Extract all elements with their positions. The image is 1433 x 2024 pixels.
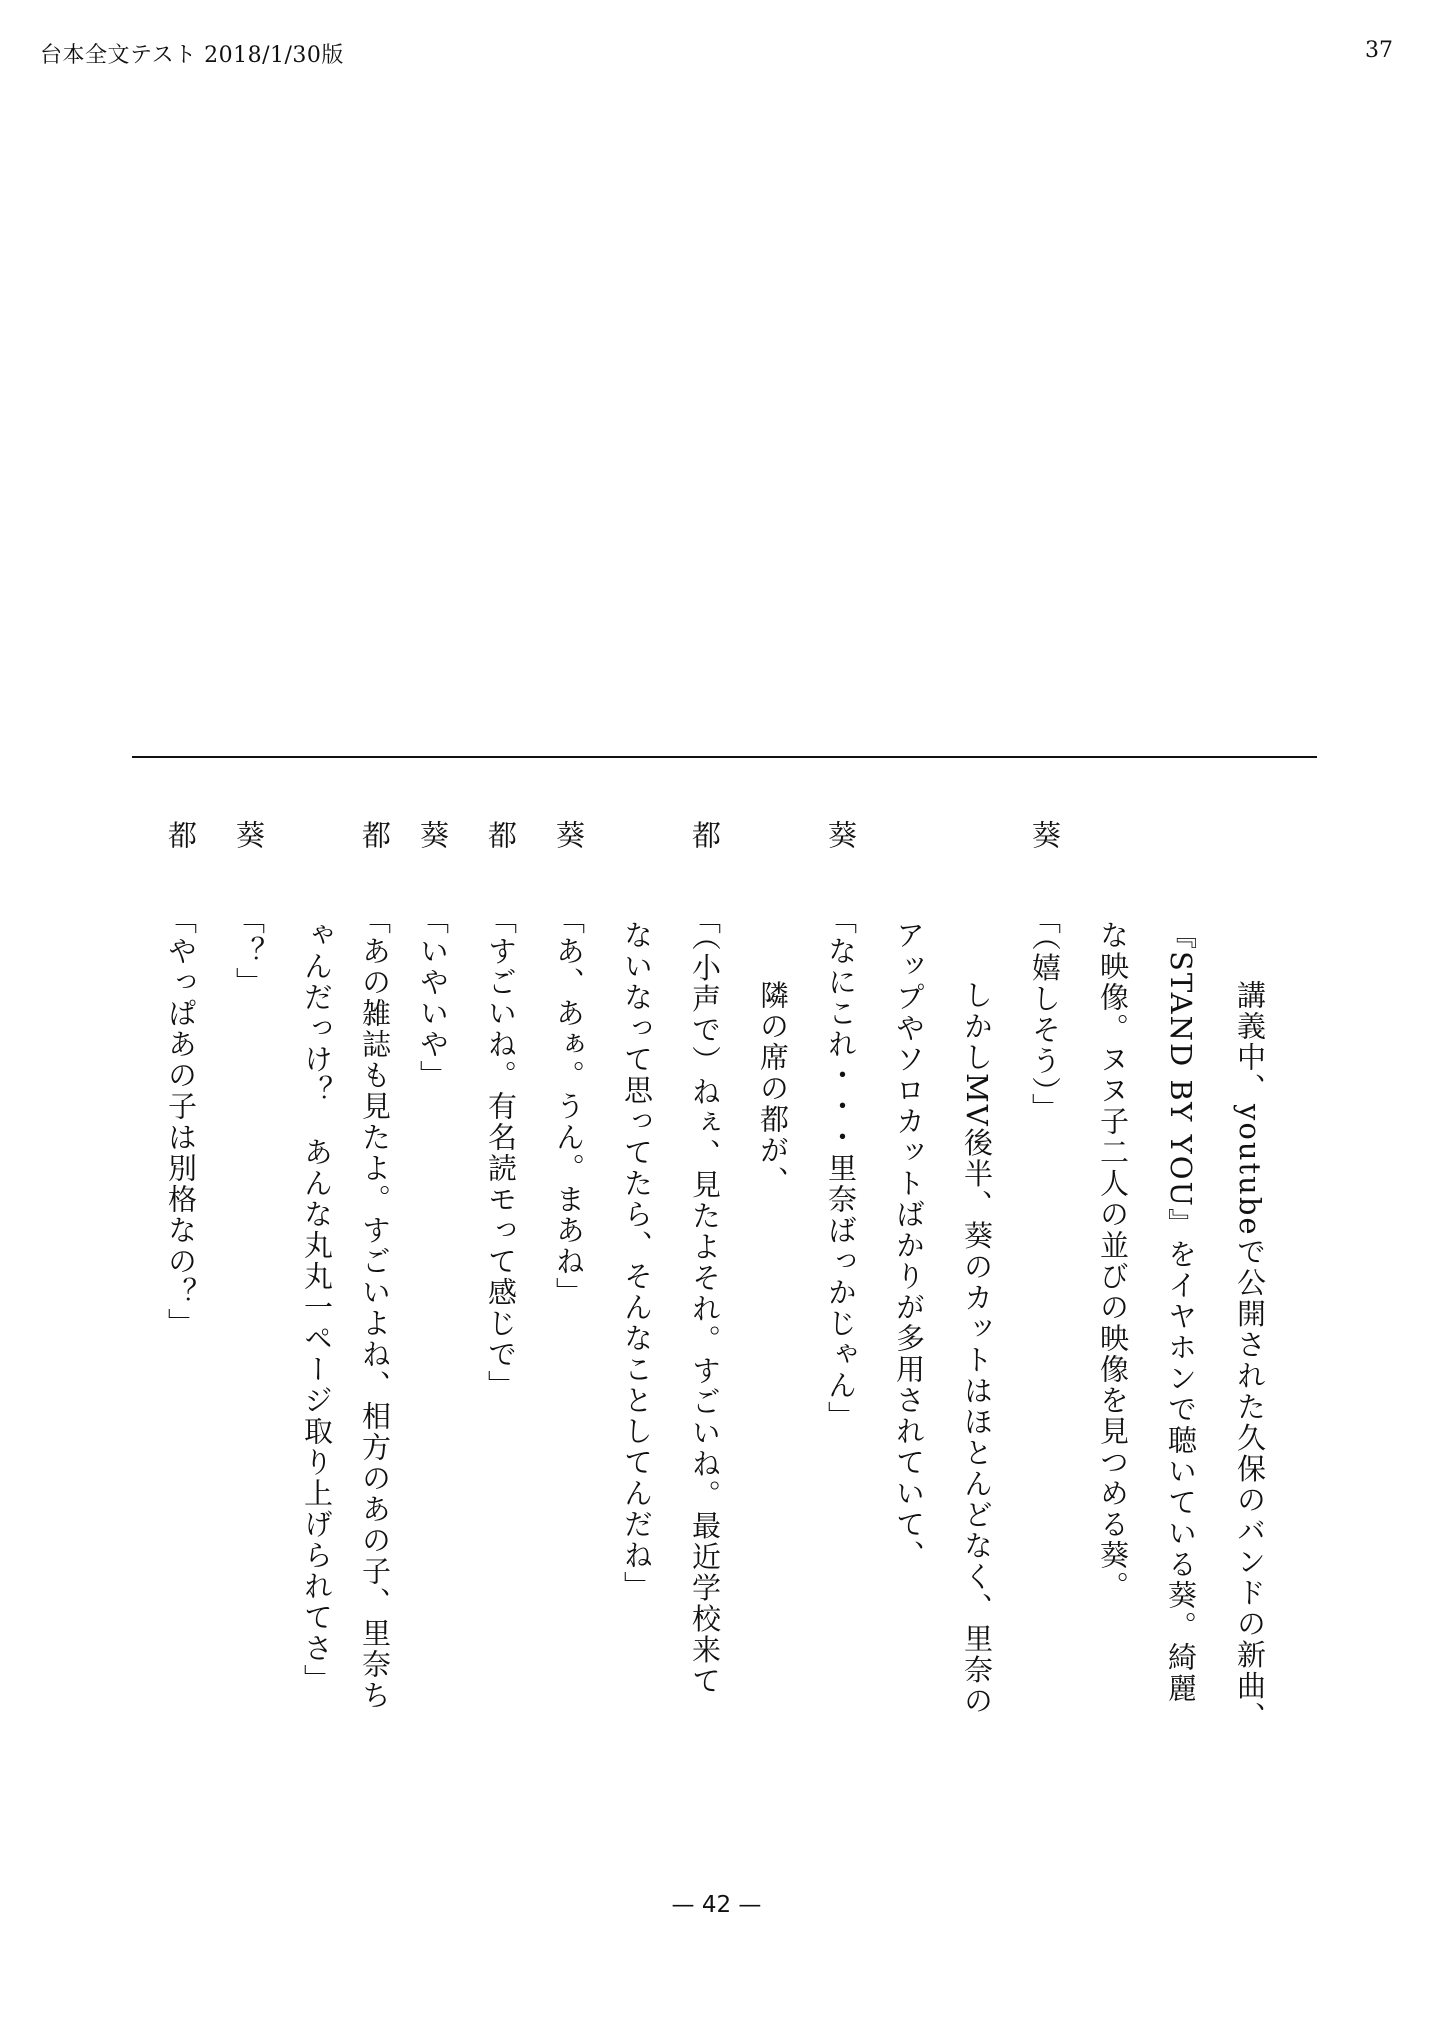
speaker-name: 葵 <box>552 820 586 849</box>
document-title: 台本全文テスト 2018/1/30版 <box>40 43 344 68</box>
dialogue-text: ないなって思ってたら、そんなことしてんだね」 <box>620 920 654 1602</box>
stage-direction: しかしMV後半、葵のカットはほとんどなく、里奈の <box>960 980 994 1717</box>
dialogue-text: ゃんだっけ？ あんな丸丸一ページ取り上げられてさ」 <box>300 920 334 1695</box>
speaker-name: 都 <box>358 820 392 849</box>
script-line <box>1093 820 1133 1860</box>
dialogue-text: 「あの雑誌も見たよ。すごいよね、相方のあの子、里奈ち <box>358 905 392 1711</box>
speaker-name: 葵 <box>1028 820 1062 849</box>
stage-direction: な映像。ヌヌ子二人の並びの映像を見つめる葵。 <box>1096 920 1130 1602</box>
script-line <box>1025 820 1065 1860</box>
script-line <box>549 820 589 1860</box>
dialogue-text: 「あ、あぁ。うん。まあね」 <box>552 905 586 1308</box>
script-line <box>753 820 793 1860</box>
script-line <box>1230 820 1270 1860</box>
stage-direction: 隣の席の都が、 <box>756 980 790 1197</box>
script-line <box>413 820 453 1860</box>
speaker-name: 葵 <box>824 820 858 849</box>
dialogue-text: 「いやいや」 <box>416 905 450 1091</box>
speaker-name: 都 <box>164 820 198 849</box>
script-line <box>889 820 929 1860</box>
script-line <box>355 820 395 1860</box>
script-line <box>297 820 337 1860</box>
stage-direction: 講義中、youtubeで公開された久保のバンドの新曲、 <box>1233 980 1267 1733</box>
sheet-number: 37 <box>1365 38 1393 63</box>
script-line <box>957 820 997 1860</box>
script-line <box>821 820 861 1860</box>
dialogue-text: 「すごいね。有名読モって感じで」 <box>484 905 518 1401</box>
script-line <box>229 820 269 1860</box>
dialogue-text: 「やっぱあの子は別格なの？」 <box>164 905 198 1339</box>
dialogue-text: 「（小声で）ねぇ、見たよそれ。すごいね。最近学校来て <box>688 905 722 1697</box>
separator-rule <box>132 756 1317 758</box>
dialogue-text: 「？」 <box>232 905 266 998</box>
script-body <box>150 820 1310 1860</box>
speaker-name: 葵 <box>416 820 450 849</box>
speaker-name: 都 <box>688 820 722 849</box>
dialogue-text: 「なにこれ・・・里奈ばっかじゃん」 <box>824 905 858 1432</box>
speaker-name: 葵 <box>232 820 266 849</box>
speaker-name: 都 <box>484 820 518 849</box>
script-line <box>481 820 521 1860</box>
page-number: — 42 — <box>671 1892 762 1918</box>
script-line <box>161 820 201 1860</box>
script-line <box>1161 820 1201 1860</box>
script-line <box>685 820 725 1860</box>
dialogue-text: 「（嬉しそう）」 <box>1028 905 1062 1124</box>
script-line <box>617 820 657 1860</box>
stage-direction: 『STAND BY YOU』をイヤホンで聴いている葵。綺麗 <box>1164 920 1198 1704</box>
stage-direction: アップやソロカットばかりが多用されていて、 <box>892 920 926 1571</box>
